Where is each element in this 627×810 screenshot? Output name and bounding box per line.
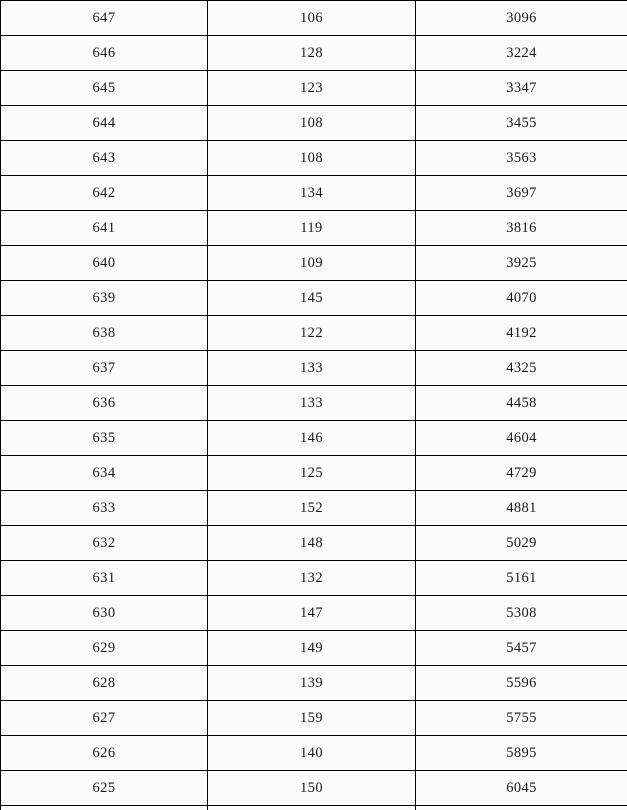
cell-score: 635: [1, 421, 208, 456]
cell-score: 640: [1, 246, 208, 281]
cell-cumulative: [416, 806, 627, 810]
cell-count: 148: [208, 526, 416, 561]
cell-count: 123: [208, 71, 416, 106]
cell-count: 134: [208, 176, 416, 211]
cell-cumulative: 5457: [416, 631, 627, 666]
cell-score: 632: [1, 526, 208, 561]
cell-cumulative: 3096: [416, 1, 627, 36]
cell-count: 125: [208, 456, 416, 491]
cell-score: 629: [1, 631, 208, 666]
cell-score: 643: [1, 141, 208, 176]
cell-score: 628: [1, 666, 208, 701]
cell-count: 109: [208, 246, 416, 281]
cell-count: 152: [208, 491, 416, 526]
cell-count: 106: [208, 1, 416, 36]
cell-cumulative: 5029: [416, 526, 627, 561]
table-row: [1, 631, 627, 666]
table-body: [1, 1, 627, 810]
cell-score: 633: [1, 491, 208, 526]
table-row: [1, 666, 627, 701]
table-row: [1, 71, 627, 106]
table-row: [1, 246, 627, 281]
cell-count: 145: [208, 281, 416, 316]
cell-cumulative: 3347: [416, 71, 627, 106]
cell-count: 140: [208, 736, 416, 771]
cell-cumulative: 6045: [416, 771, 627, 806]
cell-score: 631: [1, 561, 208, 596]
cell-cumulative: 3816: [416, 211, 627, 246]
cell-cumulative: 5755: [416, 701, 627, 736]
cell-count: [208, 806, 416, 810]
cell-score: 641: [1, 211, 208, 246]
cell-score: 625: [1, 771, 208, 806]
cell-count: 119: [208, 211, 416, 246]
cell-cumulative: 3224: [416, 36, 627, 71]
table-row: [1, 526, 627, 561]
table-row: [1, 701, 627, 736]
cell-count: 147: [208, 596, 416, 631]
cell-cumulative: 4325: [416, 351, 627, 386]
cell-cumulative: 4881: [416, 491, 627, 526]
cell-score: 636: [1, 386, 208, 421]
table-row: [1, 771, 627, 806]
table-row: [1, 456, 627, 491]
cell-score: 626: [1, 736, 208, 771]
cell-score: 644: [1, 106, 208, 141]
table-row: [1, 351, 627, 386]
table-row: [1, 281, 627, 316]
table-row: [1, 176, 627, 211]
cell-count: 132: [208, 561, 416, 596]
cell-cumulative: 4729: [416, 456, 627, 491]
cell-cumulative: 3455: [416, 106, 627, 141]
table-row-partial: [1, 806, 627, 810]
table-row: [1, 421, 627, 456]
cell-cumulative: 4070: [416, 281, 627, 316]
cell-count: 122: [208, 316, 416, 351]
cell-cumulative: 4604: [416, 421, 627, 456]
table-row: [1, 106, 627, 141]
table-row: [1, 386, 627, 421]
cell-cumulative: 5596: [416, 666, 627, 701]
cell-cumulative: 4192: [416, 316, 627, 351]
cell-cumulative: 5161: [416, 561, 627, 596]
cell-score: 642: [1, 176, 208, 211]
cell-count: 150: [208, 771, 416, 806]
table-row: [1, 211, 627, 246]
cell-score: 638: [1, 316, 208, 351]
cell-count: 149: [208, 631, 416, 666]
cell-score: 647: [1, 1, 208, 36]
table-row: [1, 736, 627, 771]
cell-cumulative: 3697: [416, 176, 627, 211]
cell-count: 128: [208, 36, 416, 71]
cell-score: [1, 806, 208, 810]
cell-score: 634: [1, 456, 208, 491]
table-row: [1, 561, 627, 596]
cell-count: 133: [208, 351, 416, 386]
cell-count: 159: [208, 701, 416, 736]
table-row: [1, 316, 627, 351]
cell-score: 637: [1, 351, 208, 386]
cell-score: 639: [1, 281, 208, 316]
table-row: [1, 491, 627, 526]
cell-count: 108: [208, 141, 416, 176]
cell-score: 630: [1, 596, 208, 631]
cell-score: 627: [1, 701, 208, 736]
table-row: [1, 596, 627, 631]
cell-cumulative: 5895: [416, 736, 627, 771]
cell-count: 146: [208, 421, 416, 456]
cell-count: 108: [208, 106, 416, 141]
cell-count: 133: [208, 386, 416, 421]
cell-score: 646: [1, 36, 208, 71]
table-row: [1, 141, 627, 176]
table-row: [1, 36, 627, 71]
cell-cumulative: 3925: [416, 246, 627, 281]
cell-count: 139: [208, 666, 416, 701]
cell-score: 645: [1, 71, 208, 106]
cell-cumulative: 3563: [416, 141, 627, 176]
cell-cumulative: 4458: [416, 386, 627, 421]
cell-cumulative: 5308: [416, 596, 627, 631]
table-row: [1, 1, 627, 36]
